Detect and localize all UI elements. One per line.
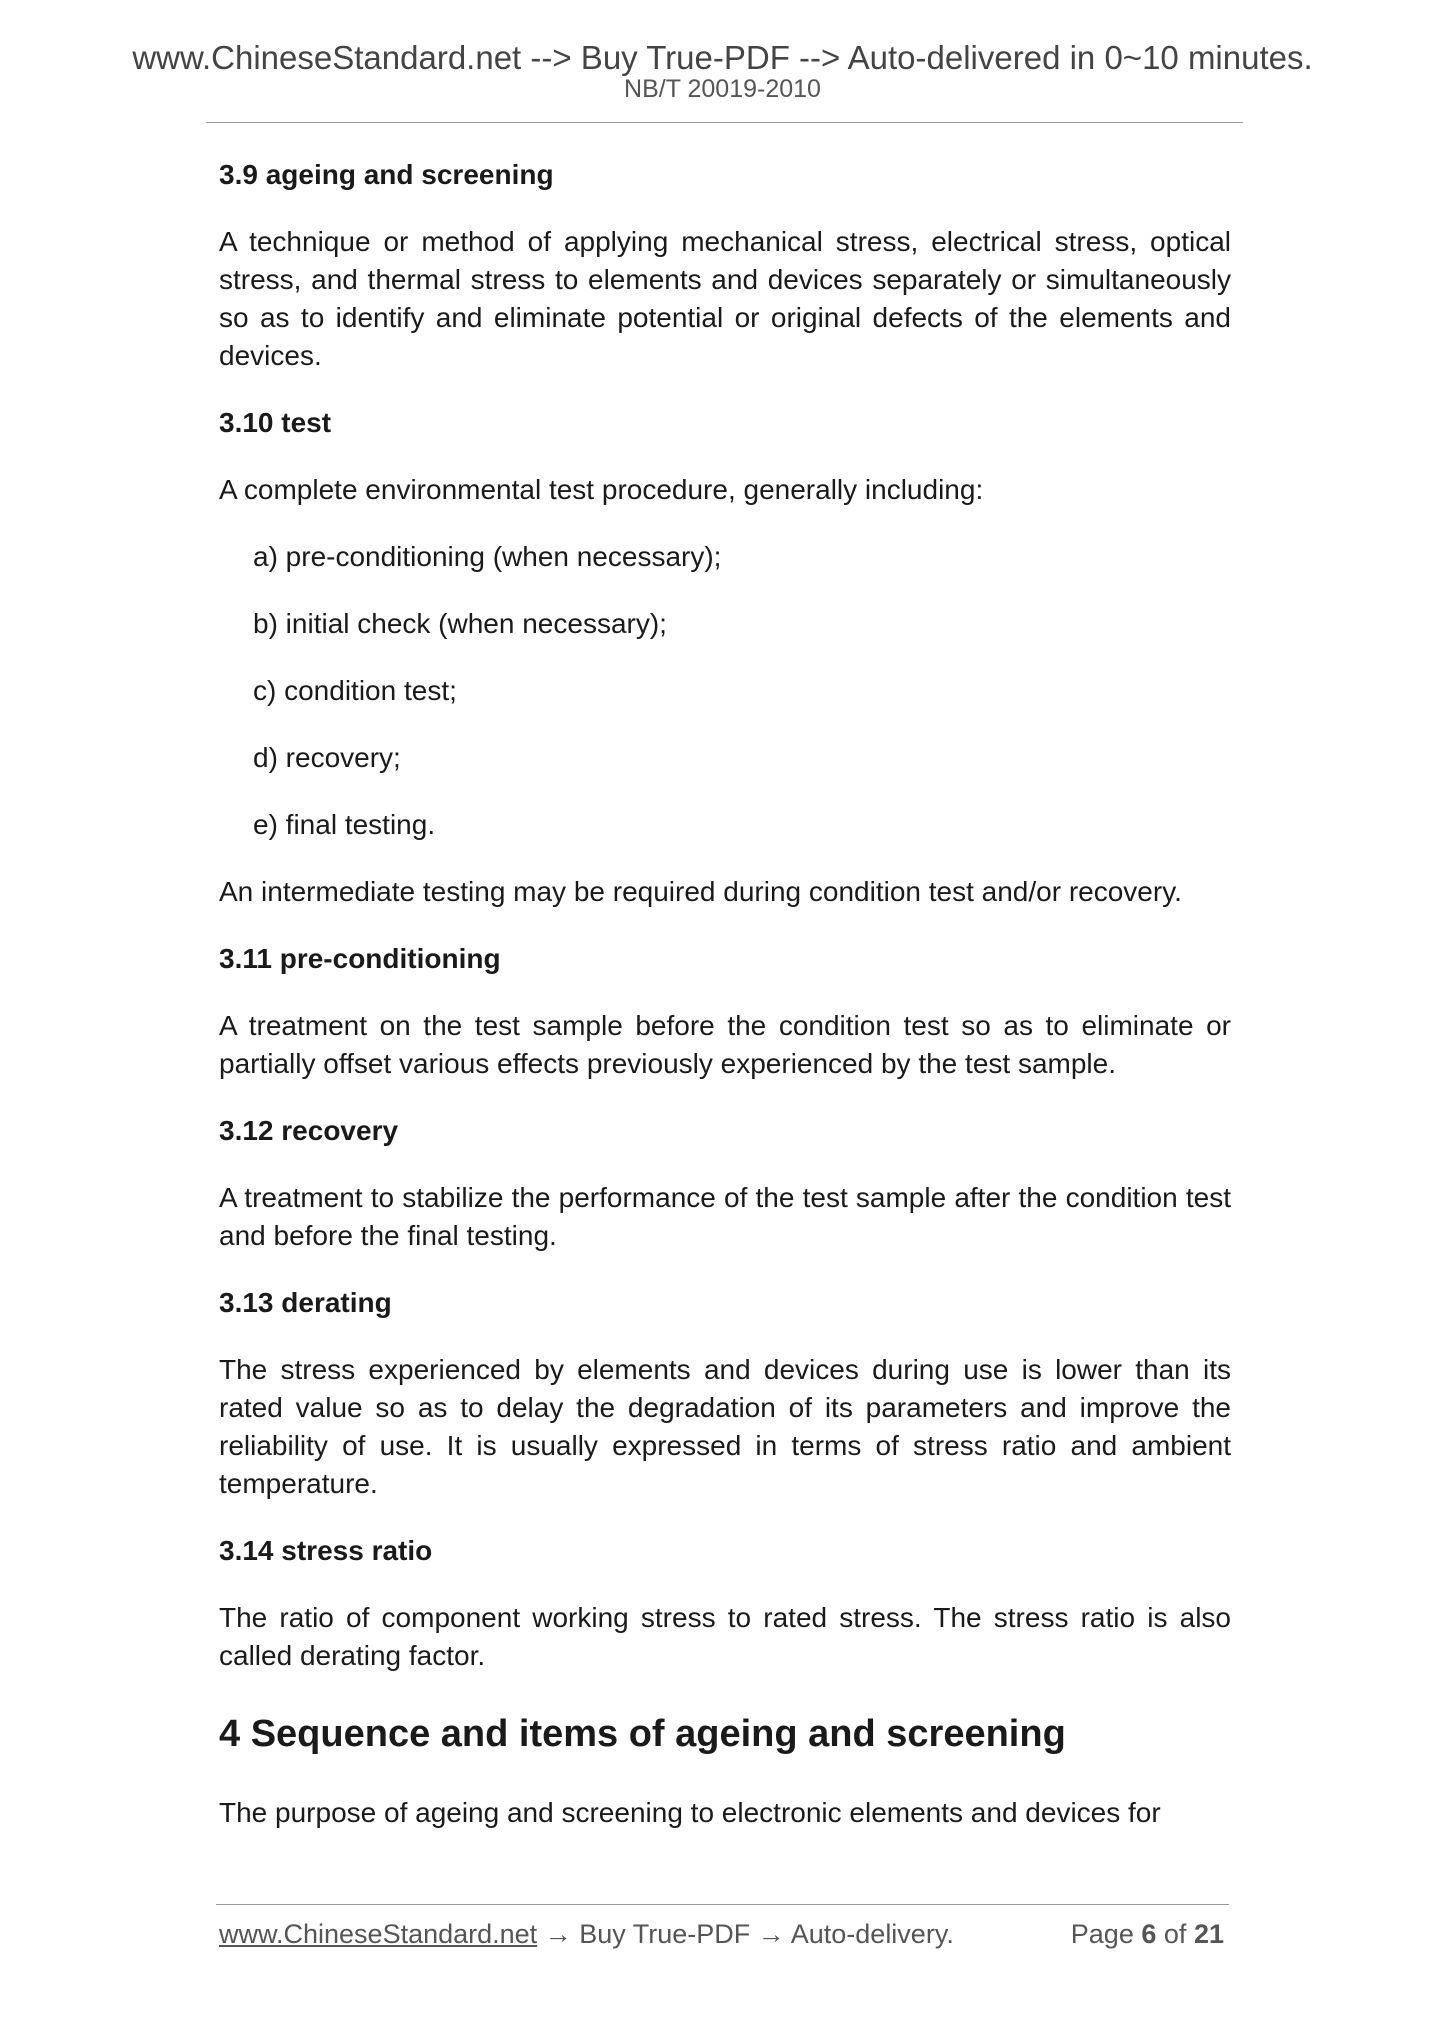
list-item: b) initial check (when necessary); bbox=[253, 608, 667, 639]
term-note-3-10: An intermediate testing may be required during condition test and/or recovery. bbox=[219, 876, 1182, 907]
term-heading-3-12: 3.12 recovery bbox=[219, 1115, 399, 1146]
term-definition-3-12: A treatment to stabilize the performance of the test sample after the condition test and before the final testing. bbox=[219, 1182, 1231, 1251]
total-pages: 21 bbox=[1193, 1919, 1224, 1949]
document-body bbox=[219, 156, 1231, 1861]
term-heading-3-14: 3.14 stress ratio bbox=[219, 1535, 433, 1566]
footer-divider bbox=[216, 1904, 1229, 1905]
footer-site-link[interactable]: www.ChineseStandard.net bbox=[219, 1919, 538, 1949]
standard-code: NB/T 20019-2010 bbox=[624, 75, 821, 103]
term-heading-3-9: 3.9 ageing and screening bbox=[219, 159, 554, 190]
list-item: a) pre-conditioning (when necessary); bbox=[253, 541, 722, 572]
term-heading-3-13: 3.13 derating bbox=[219, 1287, 392, 1318]
header-banner: www.ChineseStandard.net --> Buy True-PDF --> Auto-delivered in 0~10 minutes. bbox=[132, 39, 1313, 76]
term-definition-3-10: A complete environmental test procedure, generally including: bbox=[219, 474, 984, 505]
test-procedure-list bbox=[219, 538, 1231, 844]
term-definition-3-9: A technique or method of applying mechanical stress, electrical stress, optical stress, and thermal stress to elements and devices separately or simultaneously so as to identify and eliminate potential or original defects of the elements and devices. bbox=[219, 226, 1231, 371]
page-footer bbox=[219, 1916, 1224, 1952]
list-item: c) condition test; bbox=[253, 675, 457, 706]
page-word: Page bbox=[1070, 1919, 1134, 1949]
section-heading-4: 4 Sequence and items of ageing and screening bbox=[219, 1713, 1066, 1755]
term-definition-3-14: The ratio of component working stress to rated stress. The stress ratio is also called derating factor. bbox=[219, 1602, 1231, 1671]
footer-promo-text: → Buy True-PDF → Auto-delivery. bbox=[537, 1919, 954, 1949]
term-heading-3-10: 3.10 test bbox=[219, 407, 332, 438]
section-4-paragraph: The purpose of ageing and screening to electronic elements and devices for bbox=[219, 1797, 1161, 1828]
list-item: d) recovery; bbox=[253, 742, 401, 773]
page-number: 6 bbox=[1141, 1919, 1157, 1949]
term-heading-3-11: 3.11 pre-conditioning bbox=[219, 943, 501, 974]
of-word: of bbox=[1163, 1919, 1187, 1949]
page-indicator bbox=[1071, 1916, 1224, 1952]
term-definition-3-11: A treatment on the test sample before the condition test so as to eliminate or partially offset various effects previously experienced by the test sample. bbox=[219, 1010, 1231, 1079]
term-definition-3-13: The stress experienced by elements and devices during use is lower than its rated value so as to delay the degradation of its parameters and improve the reliability of use. It is usually expressed in terms of stress ratio and ambient temperature. bbox=[219, 1354, 1231, 1499]
footer-promo bbox=[219, 1916, 954, 1952]
list-item: e) final testing. bbox=[253, 809, 436, 840]
header-divider bbox=[206, 122, 1243, 123]
